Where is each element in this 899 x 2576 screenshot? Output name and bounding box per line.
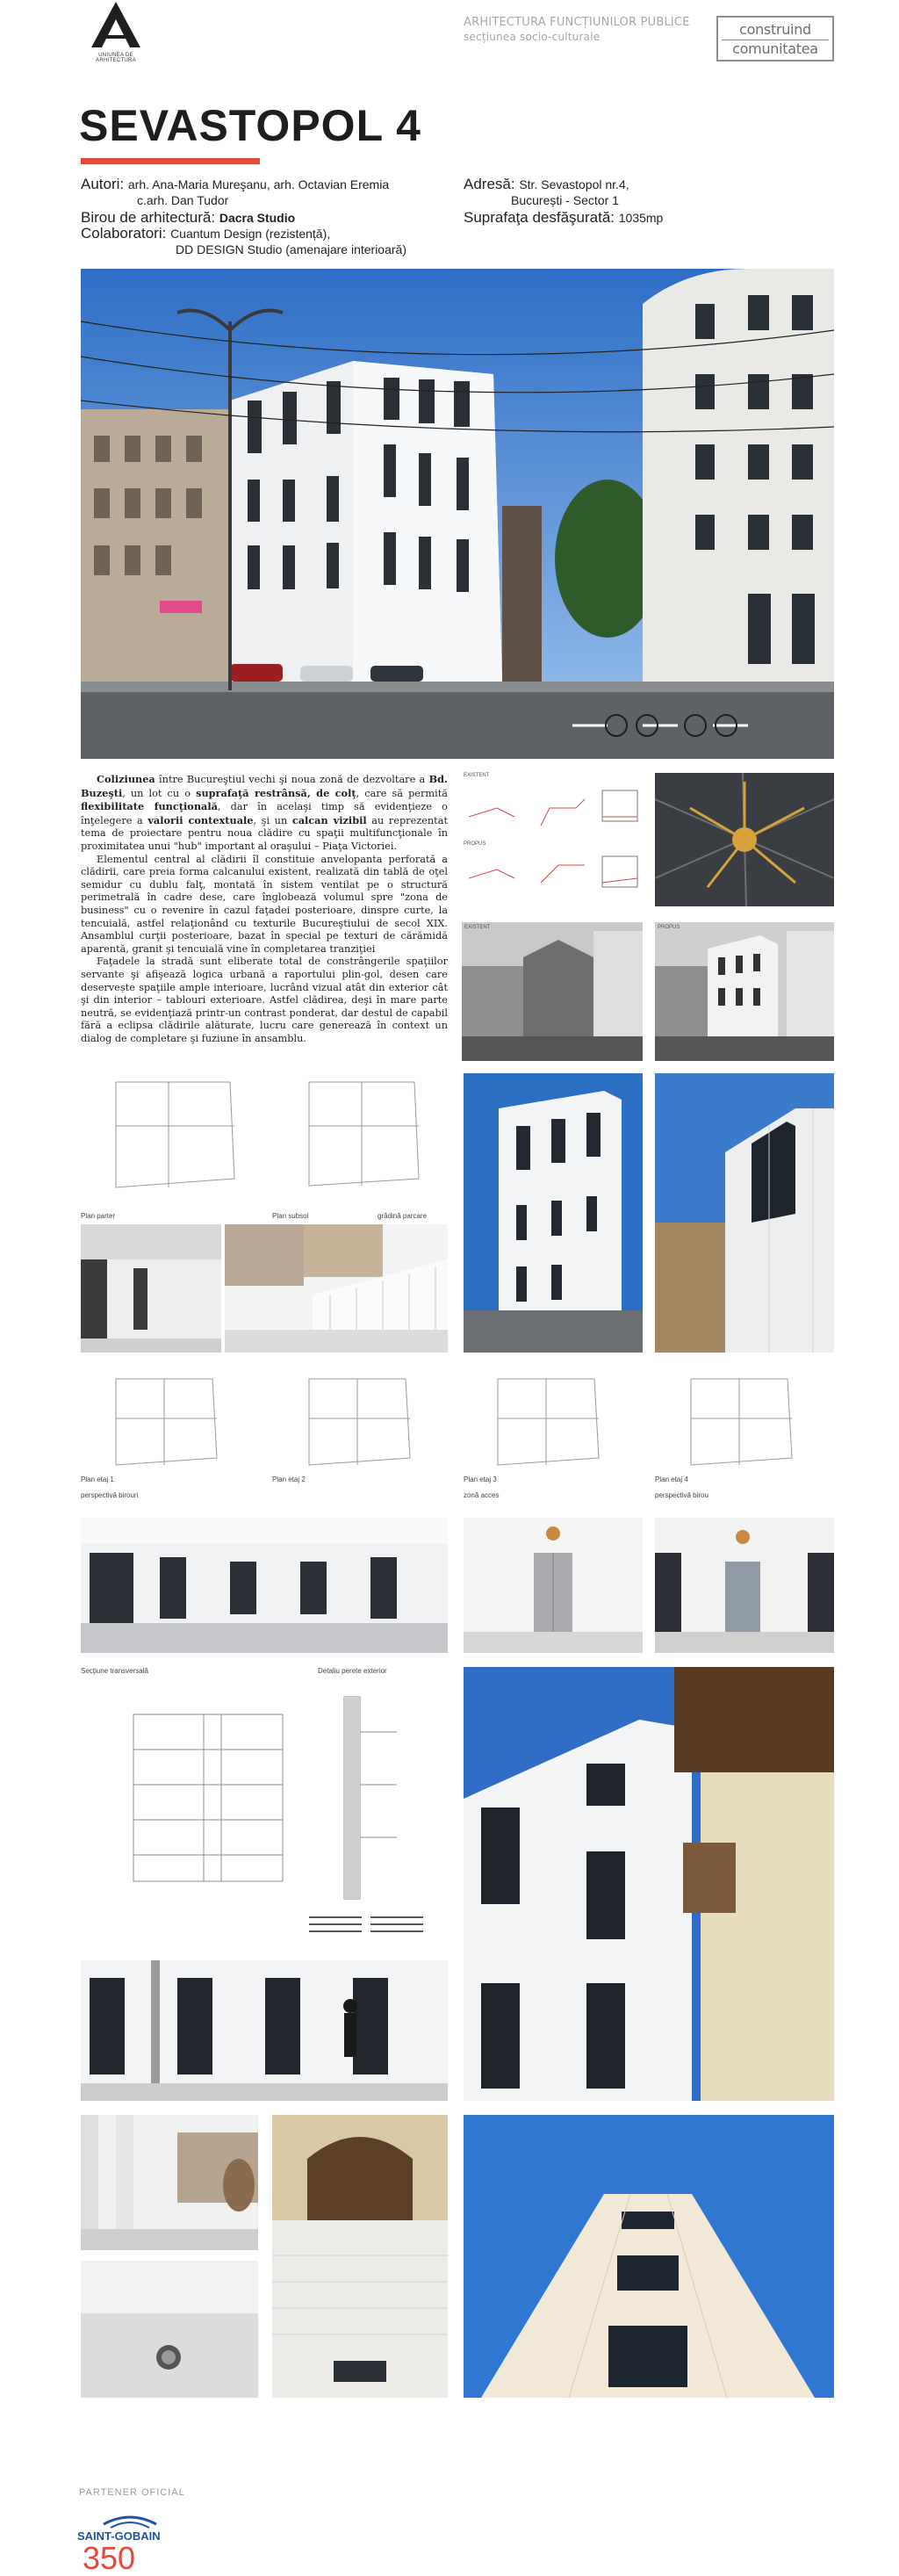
section-line1: ARHITECTURA FUNCȚIUNILOR PUBLICE [464, 16, 690, 29]
paragraph-3: Faţadele la stradă sunt eliberate total de constrângerile spaţiilor servante şi afişează logica urbană a raportului plin-gol, desen care deservește spaţiile ample interioare, lucrând vizual atât din exterior cât şi din interior – tablouri exterioare. Astfel clădirea, deşi în mare parte neutră, se evidenţiază printr-un contrast ponderat, dar destul de capabil fără a eclipsa clădirile alăturate, lucru care generează în context un dialog de completare şi fuziune în ansamblu. [81, 956, 448, 1044]
facade-photo-1-image [464, 1073, 643, 1353]
photo-label-existent: EXISTENT [464, 925, 491, 930]
caption-persp-birouri: perspectivă birouri [81, 1491, 139, 1499]
description-text [81, 773, 448, 1045]
caption-plan-etaj4: Plan etaj 4 [655, 1476, 688, 1483]
courtyard-photo-2-image [225, 1224, 448, 1353]
hero-photo [81, 269, 834, 759]
construind-comunitatea-logo [716, 16, 834, 61]
paragraph-1: Coliziunea între Bucureştiul vechi şi noua zonă de dezvoltare a Bd. Buzeşti, un lot cu o suprafaţă restrânsă, de colţ, care să permită flexibilitate funcţională, dar în acelaşi timp să evidenţieze o înţelegere a valorii contextuale, şi un calcan vizibil au reprezentat tema de proiectare pentru noua clădire cu spaţii multifuncţionale în proximitatea unui "hub" important al oraşului – Piaţa Victoriei. [81, 773, 448, 852]
office-label: Birou de arhitectură: [81, 209, 216, 226]
context-photo-propus [655, 922, 834, 1061]
area-line [464, 209, 663, 227]
authors-line [81, 176, 389, 193]
caption-zona-acces: zonă acces [464, 1491, 500, 1499]
entrance-lobby-photo [464, 1518, 643, 1653]
caption-plan-subsol: Plan subsol [272, 1212, 309, 1220]
caption-gradina-parcare: grădină parcare [378, 1212, 428, 1220]
caption-plan-etaj1: Plan etaj 1 [81, 1476, 114, 1483]
collab-label: Colaboratori: [81, 225, 167, 242]
courtyard-detail-photo-1 [81, 2115, 258, 2250]
caption-plan-etaj2: Plan etaj 2 [272, 1476, 306, 1483]
caption-plan-parter: Plan parter [81, 1212, 116, 1220]
address-value-2: București - Sector 1 [511, 193, 619, 207]
arch-door-photo [272, 2115, 448, 2398]
partner-label: PARTENER OFICIAL [79, 2487, 185, 2498]
courtyard-detail-2-image [81, 2261, 258, 2398]
office-interior-image [81, 1518, 448, 1653]
caption-plan-etaj3: Plan etaj 3 [464, 1476, 497, 1483]
arch-door-image [272, 2115, 448, 2398]
courtyard-photo-2 [225, 1224, 448, 1353]
sg-number: 350 [83, 2540, 136, 2576]
caption-persp-birou: perspectivă birou [655, 1491, 708, 1499]
street-facade-image [81, 1960, 448, 2101]
street-facade-photo [81, 1960, 448, 2101]
concept-diagram [462, 773, 646, 905]
facade-detail-image [464, 1667, 834, 2101]
authors-value: arh. Ana-Maria Mureşanu, arh. Octavian Eremia [127, 177, 390, 191]
facade-photo-2 [655, 1073, 834, 1353]
logo-right-line1: construind [722, 21, 829, 40]
address-line [464, 176, 629, 193]
office-line [81, 209, 295, 227]
facade-photo-1 [464, 1073, 643, 1353]
context-existent-image [462, 922, 643, 1061]
ground-plans-drawing [81, 1073, 448, 1221]
authors-label: Autori: [81, 176, 125, 192]
title-underline [81, 158, 260, 164]
collab-value: Cuantum Design (rezistență), [170, 227, 331, 241]
office-value: Dacra Studio [219, 211, 296, 225]
area-label: Suprafaţa desfăşurată: [464, 209, 615, 226]
floor-plans [81, 1361, 834, 1502]
logo-left-caption: UNIUNEA DE ARHITECTURA [96, 53, 136, 63]
facade-photo-2-image [655, 1073, 834, 1353]
courtyard-detail-1-image [81, 2115, 258, 2250]
uar-logo-icon [81, 0, 151, 53]
paragraph-2: Elementul central al clădirii îl constituie anvelopanta perforată a clădirii, care preia forma calcanului existent, realizată din tablă de oţel semidur cu dublu falţ, montată în sistem ventilat pe o structură perimetrală în cadre dese, care înglobează volumul spre "zona de business" cu o revenire în cazul faţadei posterioare, dinspre curte, la tencuială, astfel relaţionând cu texturile Bucureştiului de secol XIX. Ansamblul curţii posterioare, bazat în special pe texturi de cărămidă aparentă, granit şi tencuială vine în completarea tranziţiei [81, 853, 448, 955]
collab-value-2: DD DESIGN Studio (amenajare interioară) [176, 242, 406, 256]
saint-gobain-logo [77, 2508, 183, 2576]
entrance-lobby-image [464, 1518, 643, 1653]
context-photo-existent [462, 922, 643, 1061]
context-propus-image [655, 922, 834, 1061]
site-aerial-image [655, 773, 834, 906]
area-value: 1035mp [618, 211, 664, 225]
address-label: Adresă: [464, 176, 515, 192]
section-line2: secțiunea socio-culturale [464, 31, 601, 43]
office-corridor-photo [655, 1518, 834, 1653]
caption-sectiune: Secțiune transversală [81, 1667, 148, 1675]
diagram-label-existent: EXISTENT [464, 773, 490, 778]
ground-plans [81, 1073, 448, 1221]
uar-logo [81, 0, 151, 63]
section-detail-svg [81, 1679, 448, 1948]
facade-sky-photo [464, 2115, 834, 2398]
floor-plans-drawing [81, 1361, 834, 1493]
sg-name: SAINT-GOBAIN [77, 2529, 161, 2543]
logo-right-line2: comunitatea [732, 40, 818, 57]
facade-sky-image [464, 2115, 834, 2398]
caption-detaliu: Detaliu perete exterior [318, 1667, 387, 1675]
hero-photo-image [81, 269, 834, 759]
site-aerial-photo [655, 773, 834, 906]
office-corridor-image [655, 1518, 834, 1653]
courtyard-photo-1-image [81, 1224, 221, 1353]
courtyard-photo-1 [81, 1224, 221, 1353]
section-detail-drawings [81, 1667, 448, 1948]
office-interior-photo [81, 1518, 448, 1653]
courtyard-detail-photo-2 [81, 2261, 258, 2398]
diagram-label-propus: PROPUS [464, 841, 486, 847]
page-title: SEVASTOPOL 4 [79, 101, 421, 150]
facade-detail-photo [464, 1667, 834, 2101]
diagram-sketches [462, 782, 646, 905]
photo-label-propus: PROPUS [658, 925, 680, 930]
collab-line [81, 225, 330, 242]
address-value: Str. Sevastopol nr.4, [519, 177, 629, 191]
section-heading [464, 16, 690, 44]
authors-value-2: c.arh. Dan Tudor [137, 193, 229, 207]
